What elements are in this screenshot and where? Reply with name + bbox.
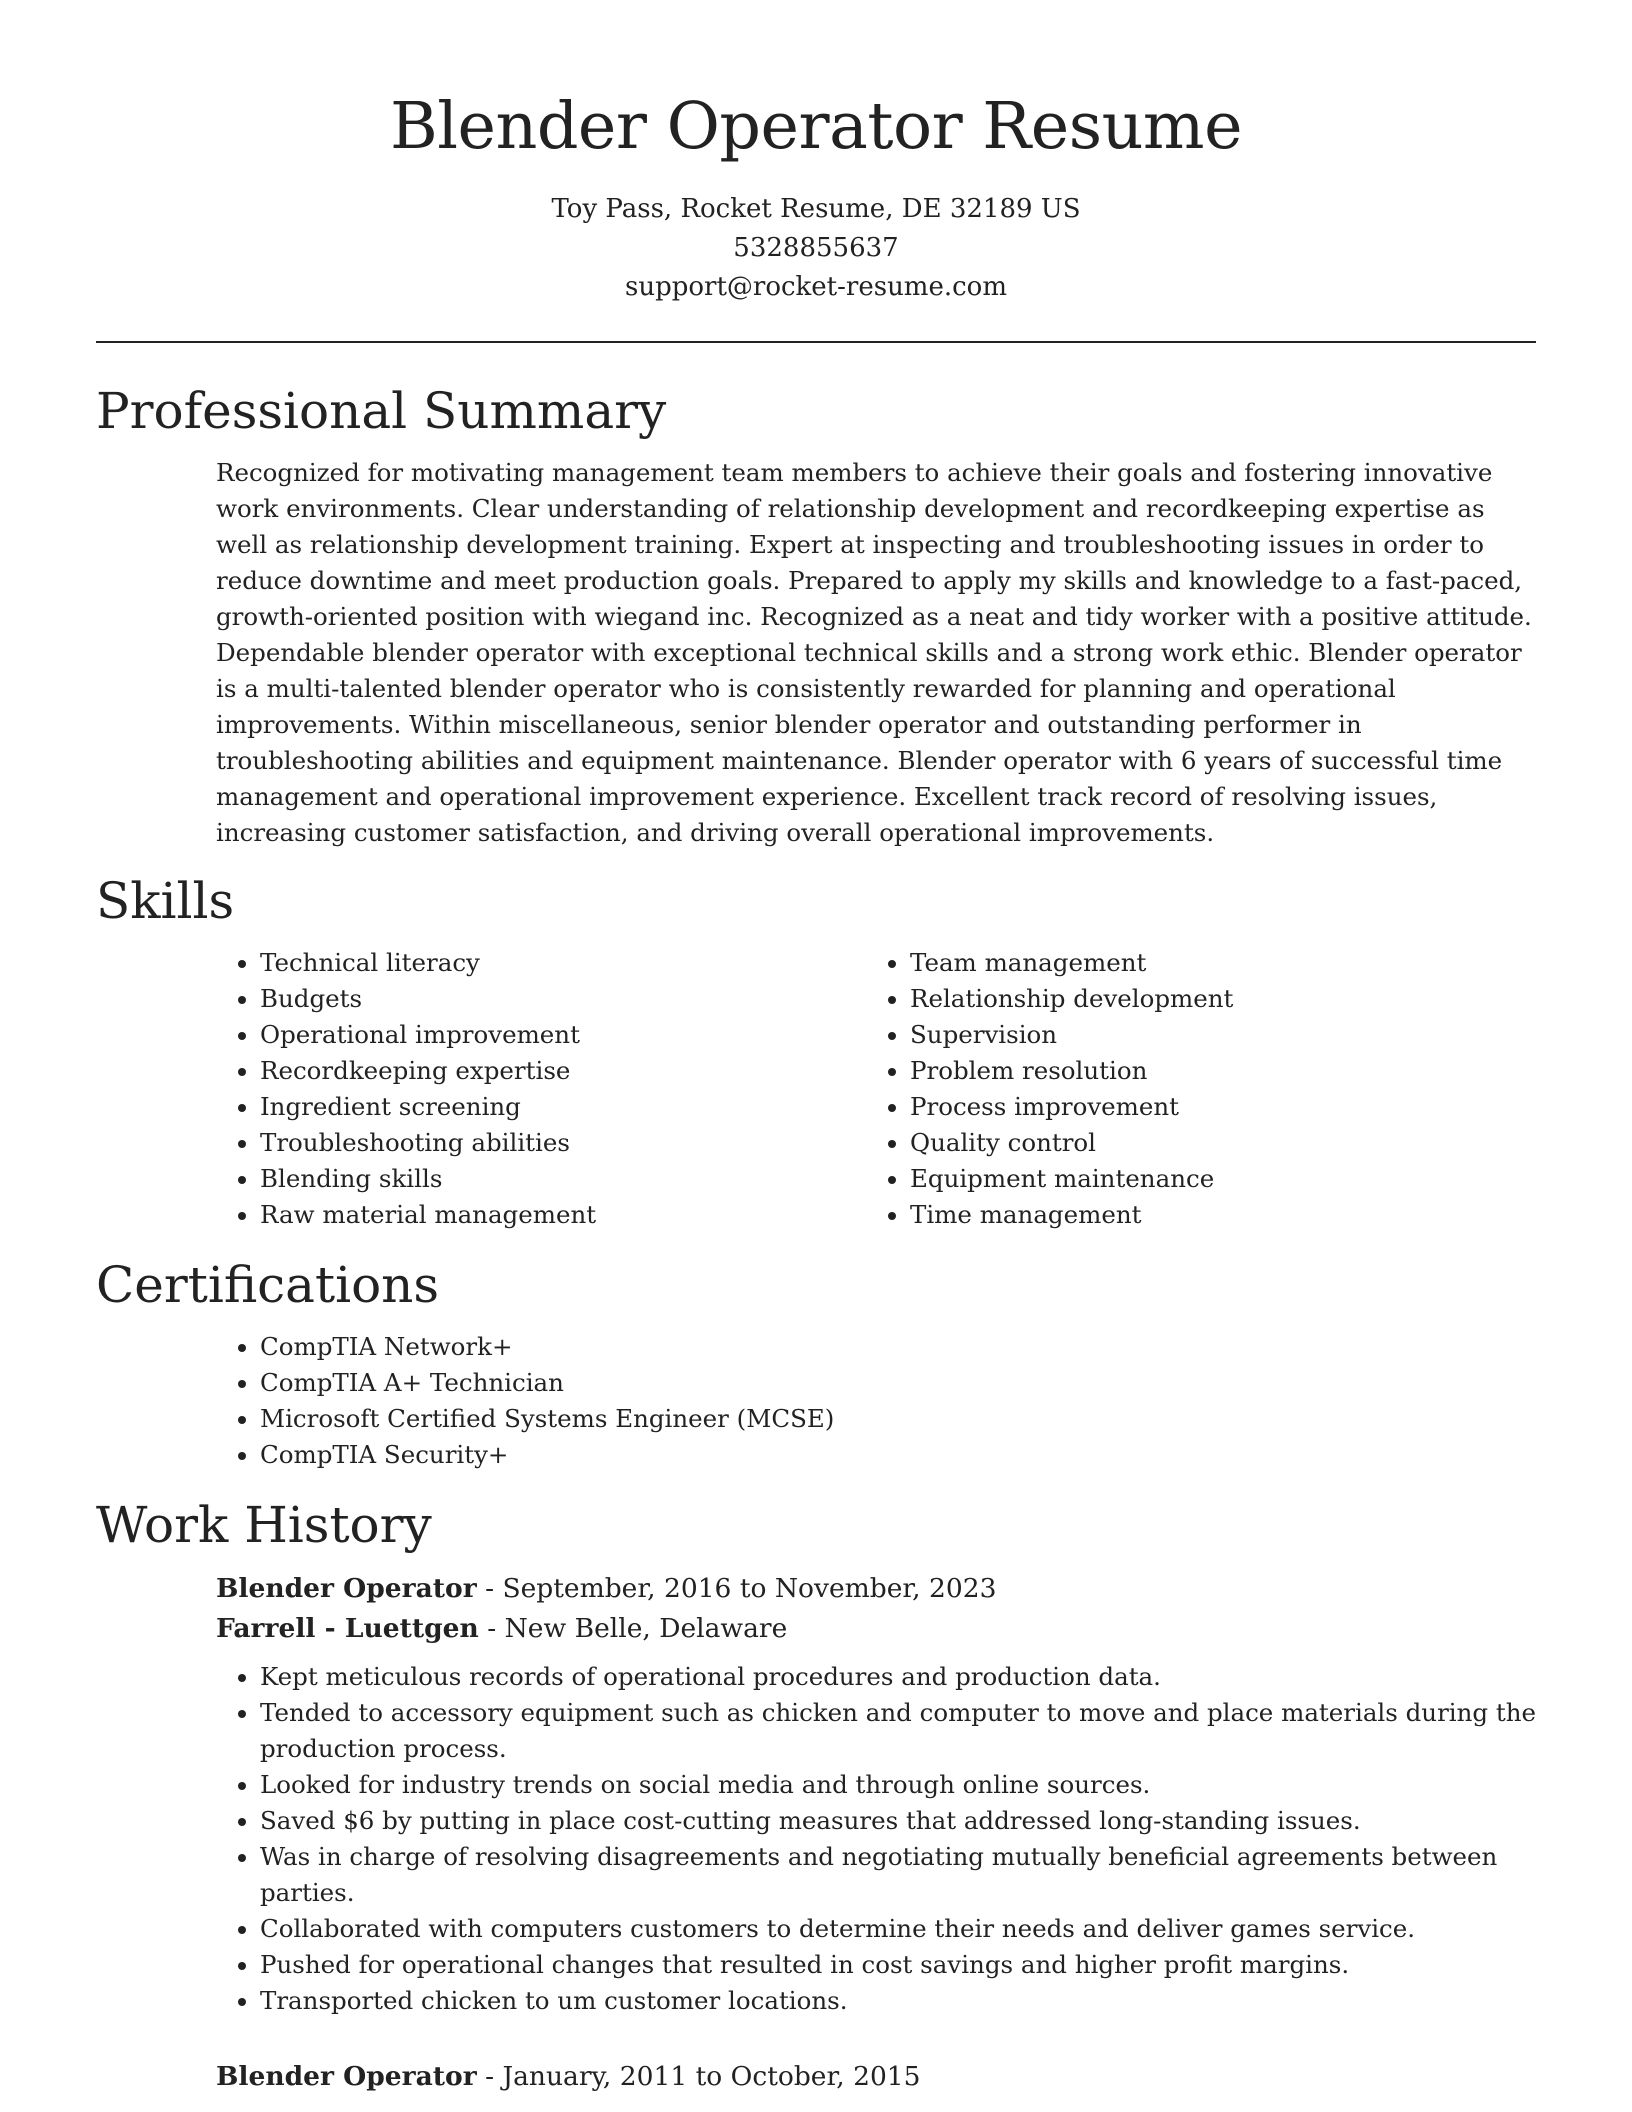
skills-column-right bbox=[866, 945, 1516, 1233]
certification-item: • CompTIA A+ Technician bbox=[260, 1365, 1536, 1401]
job-title: Blender Operator bbox=[216, 1573, 477, 1604]
job-duty-item: • Collaborated with computers customers to determine their needs and deliver games service. bbox=[260, 1911, 1536, 1947]
skill-item: • Team management bbox=[910, 945, 1516, 981]
section-heading-skills: Skills bbox=[96, 872, 235, 930]
job-title-line bbox=[216, 1569, 1536, 1609]
skill-item: • Time management bbox=[910, 1197, 1516, 1233]
skill-item: • Equipment maintenance bbox=[910, 1161, 1516, 1197]
skill-item: • Process improvement bbox=[910, 1089, 1516, 1125]
job-location: - New Belle, Delaware bbox=[478, 1613, 788, 1644]
contact-block bbox=[96, 190, 1536, 307]
skill-item: • Quality control bbox=[910, 1125, 1516, 1161]
skill-item: • Budgets bbox=[260, 981, 866, 1017]
skill-item: • Technical literacy bbox=[260, 945, 866, 981]
resume-page bbox=[96, 0, 1536, 2097]
job-title: Blender Operator bbox=[216, 2061, 477, 2092]
job-duty-item: • Saved $6 by putting in place cost-cutting measures that addressed long-standing issues. bbox=[260, 1803, 1536, 1839]
skill-item: • Blending skills bbox=[260, 1161, 866, 1197]
certifications-list bbox=[216, 1329, 1536, 1473]
job-duty-item: • Was in charge of resolving disagreements and negotiating mutually beneficial agreements between parties. bbox=[260, 1839, 1536, 1911]
job-entry bbox=[216, 2057, 1536, 2097]
skill-item: • Recordkeeping expertise bbox=[260, 1053, 866, 1089]
skill-item: • Relationship development bbox=[910, 981, 1516, 1017]
page-title: Blender Operator Resume bbox=[389, 89, 1243, 164]
header-divider bbox=[96, 341, 1536, 343]
job-duty-item: • Kept meticulous records of operational procedures and production data. bbox=[260, 1659, 1536, 1695]
section-heading-work-history: Work History bbox=[96, 1496, 432, 1554]
contact-email: support@rocket-resume.com bbox=[624, 272, 1007, 302]
skill-item: • Raw material management bbox=[260, 1197, 866, 1233]
skill-item: • Operational improvement bbox=[260, 1017, 866, 1053]
job-dates: - September, 2016 to November, 2023 bbox=[476, 1573, 997, 1604]
contact-phone: 5328855637 bbox=[733, 233, 899, 263]
job-duty-item: • Pushed for operational changes that resulted in cost savings and higher profit margins. bbox=[260, 1947, 1536, 1983]
section-heading-certifications: Certifications bbox=[96, 1256, 440, 1314]
summary-text: Recognized for motivating management team members to achieve their goals and fostering innovative work environments. Clear understanding of relationship development and recordkeeping expertise as well as relationship development training. Expert at inspecting and troubleshooting issues in order to reduce downtime and meet production goals. Prepared to apply my skills and knowledge to a fast-paced, growth-oriented position with wiegand inc. Recognized as a neat and tidy worker with a positive attitude. Dependable blender operator with exceptional technical skills and a strong work ethic. Blender operator is a multi-talented blender operator who is consistently rewarded for planning and operational improvements. Within miscellaneous, senior blender operator and outstanding performer in troubleshooting abilities and equipment maintenance. Blender operator with 6 years of successful time management and operational improvement experience. Excellent track record of resolving issues, increasing customer satisfaction, and driving overall operational improvements. bbox=[216, 458, 1532, 847]
certification-item: • CompTIA Security+ bbox=[260, 1437, 1536, 1473]
job-duties-list bbox=[216, 1659, 1536, 2019]
job-duty-item: • Tended to accessory equipment such as chicken and computer to move and place materials during the production process. bbox=[260, 1695, 1536, 1767]
job-company-line bbox=[216, 1609, 1536, 1649]
job-duty-item: • Looked for industry trends on social media and through online sources. bbox=[260, 1767, 1536, 1803]
job-duty-item: • Transported chicken to um customer locations. bbox=[260, 1983, 1536, 2019]
job-title-line bbox=[216, 2057, 1536, 2097]
job-entry bbox=[216, 1569, 1536, 2019]
contact-address: Toy Pass, Rocket Resume, DE 32189 US bbox=[551, 194, 1081, 224]
skills-column-left bbox=[216, 945, 866, 1233]
certification-item: • Microsoft Certified Systems Engineer (MCSE) bbox=[260, 1401, 1536, 1437]
job-company: Farrell - Luettgen bbox=[216, 1613, 479, 1644]
job-dates: - January, 2011 to October, 2015 bbox=[476, 2061, 921, 2092]
skills-grid bbox=[216, 945, 1536, 1233]
skill-item: • Troubleshooting abilities bbox=[260, 1125, 866, 1161]
skill-item: • Supervision bbox=[910, 1017, 1516, 1053]
skill-item: • Ingredient screening bbox=[260, 1089, 866, 1125]
certification-item: • CompTIA Network+ bbox=[260, 1329, 1536, 1365]
skill-item: • Problem resolution bbox=[910, 1053, 1516, 1089]
section-heading-summary: Professional Summary bbox=[96, 382, 667, 440]
